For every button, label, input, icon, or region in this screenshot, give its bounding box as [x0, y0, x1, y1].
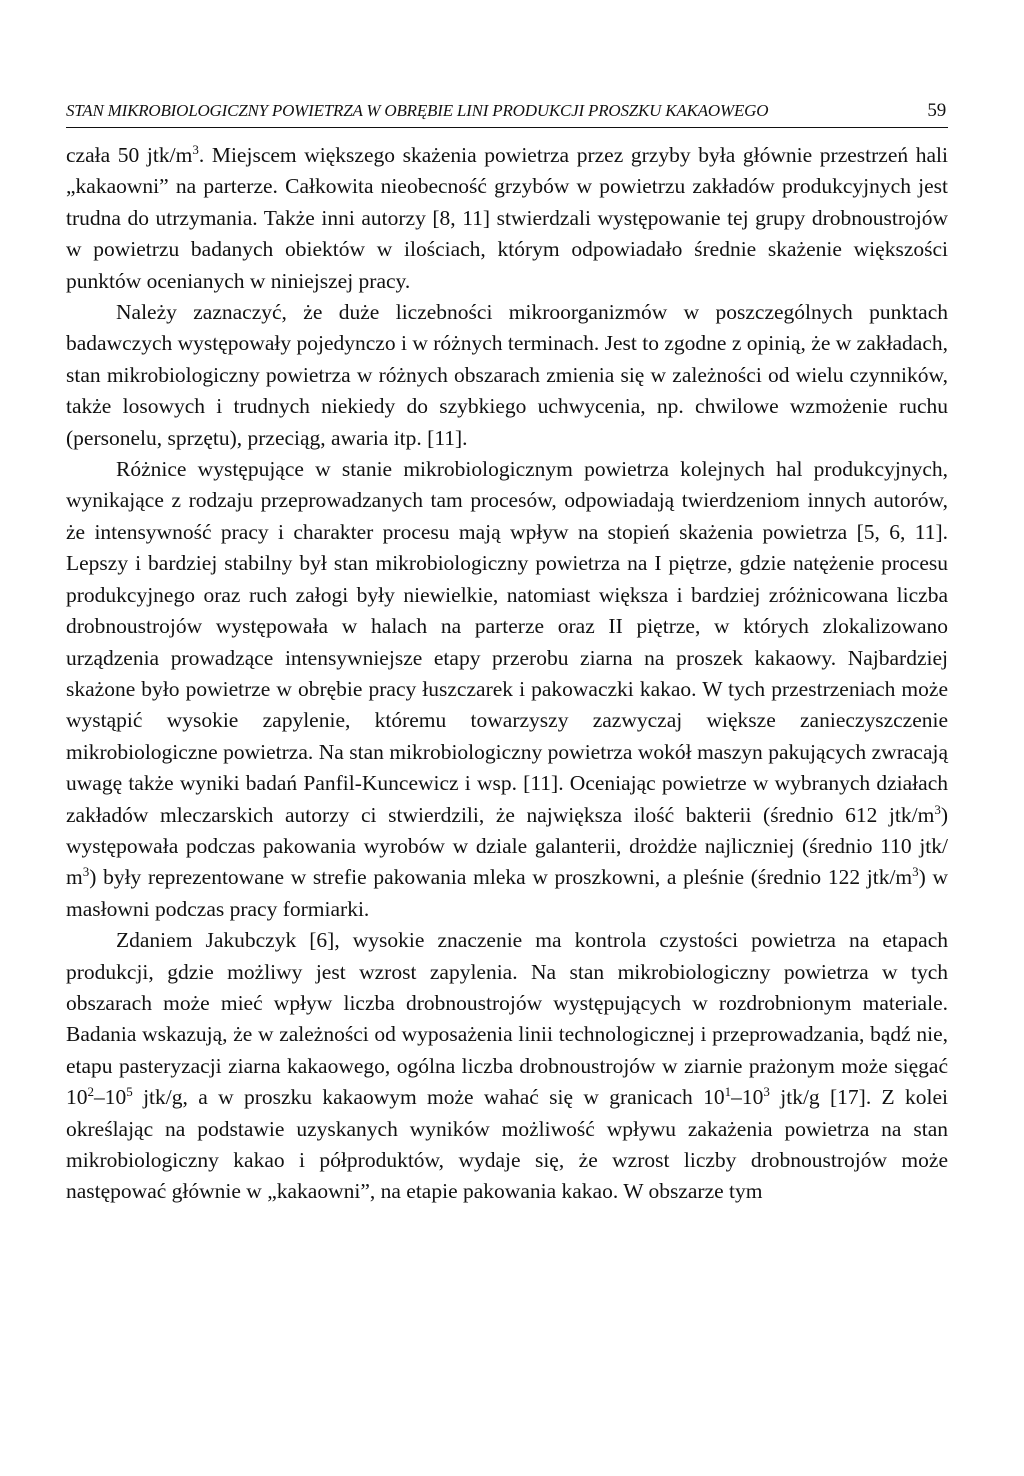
superscript: 3 [82, 864, 90, 880]
paragraph-3-text-d: ) w masłowni podczas pracy formiarki. [66, 865, 949, 921]
paragraph-3-text-a: Różnice występujące w stanie mikrobiologicznym powietrza kolejnych hal produkcyjnych, wynikające z rodzaju przeprowadzanych tam procesów, odpowiadają twierdzeniom innych autorów, że intensywność pracy i charakter procesu mają wpływ na stopień skażenia powietrza [5, 6, 11]. Lepszy i bardziej stabilny był stan mikrobiologiczny powietrza na I piętrze, gdzie natężenie procesu produkcyjnego oraz ruch załogi były niewielkie, natomiast większa i bardziej zróżnicowana liczba drobnoustrojów występowała w halach na parterze oraz II piętrze, w których zlokalizowano urządzenia prowadzące intensywniejsze etapy przerobu ziarna na proszek kakaowy. Najbardziej skażone było powietrze w obrębie pracy łuszczarek i pakowaczki kakao. W tych przestrzeniach może wystąpić wysokie zapylenie, któremu towarzyszy zazwyczaj większe zanieczyszczenie mikrobiologiczne powietrza. Na stan mikrobiologiczny powietrza wokół maszyn pakujących zwracają uwagę także wyniki badań Panfil-Kuncewicz i wsp. [11]. Oceniając powietrze w wybranych działach zakładów mleczarskich autorzy ci stwierdzili, że największa ilość bakterii (średnio 612 jtk/m [66, 457, 948, 827]
page [66, 100, 948, 1208]
superscript: 1 [724, 1084, 732, 1100]
superscript: 2 [87, 1084, 94, 1100]
paragraph-4-text-b: –10 [94, 1085, 127, 1110]
paragraph-4-text-e: jtk/g [17]. Z kolei określając na podstawie uzyskanych wyników możliwość wpływu zakażenia powietrza na stan mikrobiologiczny kakao i półproduktów, wydaje się, że wzrost liczby drobnoustrojów może następować głównie w „kakaowni”, na etapie pakowania kakao. W obszarze tym [66, 1085, 948, 1204]
paragraph-3-text-b: ) występowała podczas pakowania wyrobów w dziale galanterii, drożdże najliczniej (średnio 110 jtk/ m [66, 802, 948, 890]
superscript: 3 [763, 1084, 770, 1100]
paragraph-1-text-b: . Miejscem większego skażenia powietrza przez grzyby była głównie przestrzeń hali „kakaowni” na parterze. Całkowita nieobecność grzybów w powietrzu zakładów produkcyjnych jest trudna do utrzymania. Także inni autorzy [8, 11] stwierdzali występowanie tej grupy drobnoustrojów w powietrzu badanych obiektów w ilościach, którym odpowiadało średnie skażenie większości punktów ocenianych w niniejszej pracy. [66, 143, 948, 293]
paragraph-1-text-a: czała 50 jtk/m [66, 143, 193, 167]
superscript: 5 [126, 1084, 133, 1100]
paragraph-3-text-c: ) były reprezentowane w strefie pakowania mleka w proszkowni, a pleśnie (średnio 122 jtk/m [89, 865, 913, 890]
body-text [66, 140, 948, 1208]
superscript: 3 [934, 801, 941, 817]
running-header [66, 100, 948, 128]
paragraph-4-text-a: Zdaniem Jakubczyk [6], wysokie znaczenie ma kontrola czystości powietrza na etapach produkcji, gdzie możliwy jest wzrost zapylenia. Na stan mikrobiologiczny powietrza w tych obszarach może mieć wpływ liczba drobnoustrojów występujących w rozdrobnionym materiale. Badania wskazują, że w zależności od wyposażenia linii technologicznej i przeprowadzania, bądź nie, etapu pasteryzacji ziarna kakaowego, ogólna liczba drobnoustrojów w ziarnie prażonym może sięgać 10 [66, 928, 948, 1110]
superscript: 3 [192, 142, 199, 157]
paragraph-4-text-d: –10 [731, 1085, 764, 1110]
running-title: STAN MIKROBIOLOGICZNY POWIETRZA W OBRĘBIE LINI PRODUKCJI PROSZKU KAKAOWEGO [66, 101, 769, 120]
paragraph-2-text: Należy zaznaczyć, że duże liczebności mikroorganizmów w poszczególnych punktach badawczych występowały pojedynczo i w różnych terminach. Jest to zgodne z opinią, że w zakładach, stan mikrobiologiczny powietrza w różnych obszarach zmienia się w zależności od wielu czynników, także losowych i trudnych niekiedy do szybkiego uchwycenia, np. chwilowe wzmożenie ruchu (personelu, sprzętu), przeciąg, awaria itp. [11]. [66, 300, 948, 450]
paragraph-3 [66, 454, 948, 925]
page-number: 59 [927, 100, 946, 121]
paragraph-2 [66, 297, 948, 454]
superscript: 3 [912, 864, 919, 880]
paragraph-4-text-c: jtk/g, a w proszku kakaowym może wahać się w granicach 10 [132, 1085, 725, 1110]
paragraph-1 [66, 140, 948, 297]
paragraph-4 [66, 925, 948, 1208]
